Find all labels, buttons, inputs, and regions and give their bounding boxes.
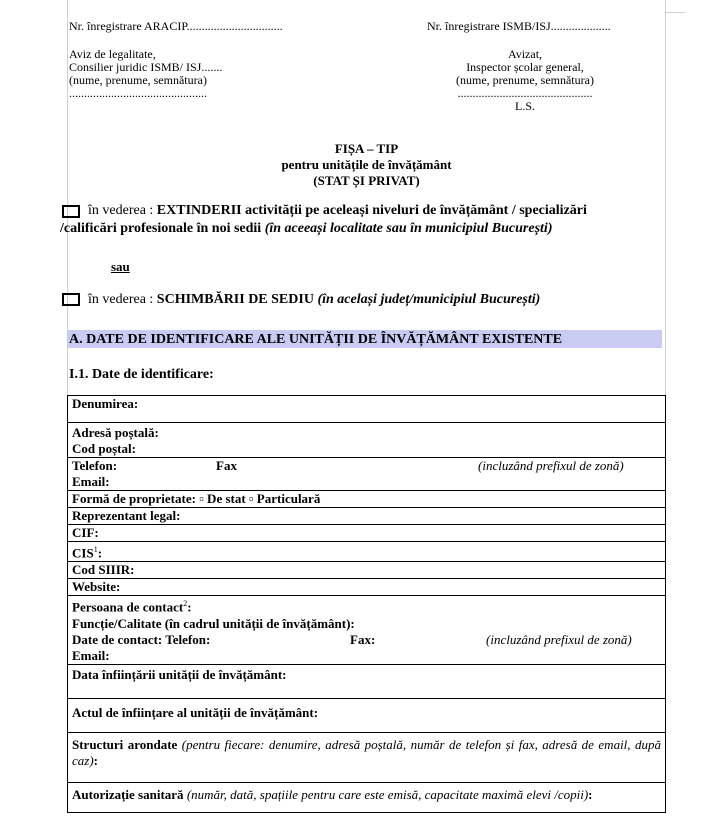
founding-act-label: Actul de înființare al unității de învățământ: — [72, 704, 319, 720]
cis-colon: : — [97, 545, 103, 561]
table-row — [68, 579, 666, 596]
table-row — [68, 698, 666, 732]
identification-subheading: I.1. Date de identificare: — [69, 367, 214, 382]
table-row — [68, 542, 666, 562]
founding-date-field[interactable] — [68, 664, 666, 698]
cif-label: CIF: — [72, 525, 99, 540]
legal-rep-label: Reprezentant legal: — [72, 508, 181, 523]
name-field[interactable] — [68, 396, 666, 423]
contact-person-label: Persoana de contact — [72, 599, 184, 615]
title-line: (STAT ȘI PRIVAT) — [313, 173, 420, 188]
legal-advice-line: .............................................. — [69, 86, 207, 100]
approval-line: (nume, prenume, semnătura) — [456, 73, 594, 87]
legal-advice-block — [69, 48, 222, 100]
table-row — [68, 782, 666, 812]
extension-option-line1 — [88, 201, 587, 220]
ownership-label: Formă de proprietate: — [72, 491, 200, 506]
contact-phone-label: Date de contact: Telefon: — [72, 631, 211, 647]
cis-field[interactable] — [68, 542, 666, 562]
corner-mark — [665, 12, 685, 13]
margin-line-right — [665, 0, 666, 395]
website-label: Website: — [72, 579, 121, 595]
extension-note: (în aceeași localitate sau în municipiul București) — [264, 221, 553, 236]
legal-advice-line: (nume, prenume, semnătura) — [69, 73, 207, 87]
inspector-approval-block — [440, 48, 610, 113]
table-row — [68, 396, 666, 423]
contact-email-label: Email: — [72, 647, 110, 663]
title-line: pentru unitățile de învățământ — [281, 157, 452, 172]
prefix-note: (incluzând prefixul de zonă) — [486, 631, 632, 647]
sanitary-auth-label: Autorizație sanitară — [72, 786, 187, 802]
state-option[interactable]: ▫ De stat — [199, 491, 249, 506]
name-label: Denumirea: — [72, 396, 139, 411]
prefix-note: (incluzând prefixul de zonă) — [478, 458, 624, 473]
cif-field[interactable] — [68, 525, 666, 542]
contact-phone-line — [72, 632, 661, 648]
website-field[interactable] — [68, 579, 666, 596]
extension-option-line2 — [60, 219, 553, 238]
approval-line: ............................................. — [457, 86, 593, 100]
section-a-heading: A. DATE DE IDENTIFICARE ALE UNITĂȚII DE ÎNVĂȚĂMÂNT EXISTENTE — [67, 330, 662, 348]
approval-line: Inspector școlar general, — [466, 60, 584, 74]
affiliated-structures-field[interactable] — [68, 732, 666, 782]
footnote-ref[interactable]: 2 — [183, 599, 188, 609]
ownership-field[interactable] — [68, 491, 666, 508]
footnote-ref[interactable]: 1 — [93, 545, 98, 554]
address-label: Adresă poștală: — [72, 425, 159, 440]
phone-line — [72, 458, 661, 474]
option-prefix: în vederea : — [88, 203, 157, 218]
relocation-checkbox[interactable] — [62, 293, 80, 306]
relocation-label: SCHIMBĂRII DE SEDIU — [156, 292, 318, 307]
phone-label: Telefon: — [72, 458, 118, 473]
table-row — [68, 458, 666, 491]
table-row — [68, 525, 666, 542]
structures-colon: : — [93, 752, 99, 768]
option-prefix: în vederea : — [88, 292, 157, 307]
postal-code-label: Cod poștal: — [72, 441, 136, 456]
title-line: FIȘA – TIP — [334, 141, 399, 156]
extension-label: EXTINDERII activității pe aceleași niveluri de învățământ / specializări — [156, 203, 587, 218]
address-field[interactable] — [68, 423, 666, 458]
ls-stamp-label: L.S. — [514, 99, 535, 113]
ismb-registration: Nr. înregistrare ISMB/ISJ.................... — [427, 19, 611, 33]
private-option[interactable]: ▫ Particulară — [248, 491, 321, 506]
fax-label: Fax — [216, 458, 237, 473]
contact-colon: : — [187, 599, 192, 615]
contact-fax-label: Fax: — [350, 631, 376, 647]
relocation-option — [88, 290, 540, 309]
extension-checkbox[interactable] — [62, 205, 80, 218]
aracip-registration: Nr. înregistrare ARACIP................................ — [69, 19, 283, 33]
table-row — [68, 491, 666, 508]
founding-date-label: Data înființării unității de învățământ: — [72, 666, 287, 682]
table-row — [68, 732, 666, 782]
sanitary-auth-colon: : — [588, 786, 593, 802]
approval-line: Avizat, — [507, 47, 543, 61]
table-row — [68, 508, 666, 525]
cis-label: CIS — [72, 545, 94, 561]
structures-label: Structuri arondate — [72, 736, 182, 752]
sanitary-auth-field[interactable] — [68, 782, 666, 812]
legal-advice-line: Consilier juridic ISMB/ ISJ....... — [69, 60, 223, 74]
siiir-label: Cod SIIIR: — [72, 562, 135, 578]
email-label: Email: — [72, 474, 110, 489]
phone-fax-field[interactable] — [68, 458, 666, 491]
siiir-field[interactable] — [68, 562, 666, 579]
or-separator: sau — [111, 259, 130, 274]
structures-note: (pentru fiecare: denumire, adresă poștală, număr de telefon și fax, adresă de email, după caz) — [72, 736, 662, 768]
contact-person-field[interactable] — [68, 596, 666, 664]
identification-table — [67, 395, 666, 813]
legal-rep-field[interactable] — [68, 508, 666, 525]
founding-act-field[interactable] — [68, 698, 666, 732]
extension-label-cont: /calificări profesionale în noi sedii — [60, 221, 265, 236]
function-label: Funcție/Calitate (în cadrul unității de învățământ): — [72, 615, 355, 631]
legal-advice-line: Aviz de legalitate, — [69, 47, 156, 61]
table-row — [68, 423, 666, 458]
table-row — [68, 562, 666, 579]
sanitary-auth-note: (număr, dată, spațiile pentru care este emisă, capacitate maximă elevi /copii) — [186, 786, 589, 802]
relocation-note: (în același județ/municipiul București) — [317, 292, 541, 307]
document-title — [67, 141, 666, 189]
table-row — [68, 664, 666, 698]
table-row — [68, 596, 666, 664]
